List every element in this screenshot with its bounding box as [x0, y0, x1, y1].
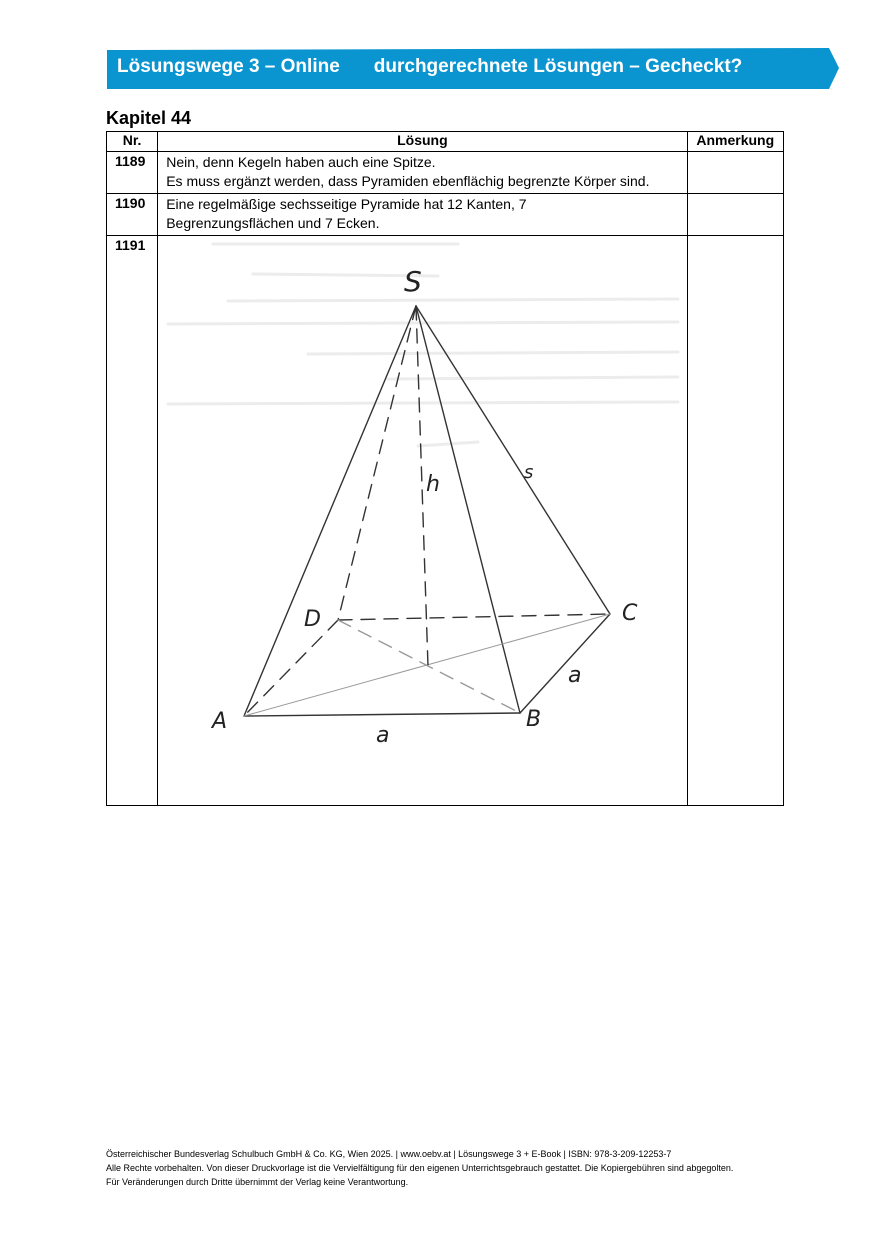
- note-cell: [687, 194, 783, 236]
- edge-da: [244, 620, 338, 716]
- footer-line: Österreichischer Bundesverlag Schulbuch GmbH & Co. KG, Wien 2025. | www.oebv.at | Lösungswege 3 + E-Book | ISBN: 978-3-209-12253-7: [106, 1149, 672, 1159]
- footer-line: Für Veränderungen durch Dritte übernimmt der Verlag keine Verantwortung.: [106, 1177, 409, 1187]
- chapter-title: Kapitel 44: [106, 108, 192, 128]
- table-header-row: [107, 132, 784, 152]
- banner-text: [117, 56, 742, 78]
- solution-line: Eine regelmäßige sechsseitige Pyramide hat 12 Kanten, 7: [166, 196, 527, 212]
- note-cell: [687, 236, 783, 806]
- label-side-front: a: [376, 723, 390, 748]
- header-subtitle: durchgerechnete Lösungen – Gecheckt?: [373, 56, 743, 77]
- table-row: [107, 194, 784, 236]
- diagonal-bd: [338, 620, 520, 713]
- label-b-point: B: [526, 707, 542, 732]
- bleed-through: [168, 244, 678, 446]
- edge-ab: [244, 713, 520, 716]
- header-anmerkung: Anmerkung: [687, 132, 783, 152]
- note-cell: [687, 152, 783, 194]
- row-number: 1191: [107, 236, 158, 806]
- label-apex: S: [404, 265, 422, 298]
- edge-dc: [338, 614, 610, 620]
- table-row: [107, 152, 784, 194]
- label-height: h: [426, 472, 441, 497]
- pyramid-sketch: [158, 236, 685, 803]
- edge-sb: [416, 306, 520, 713]
- footer-line: Alle Rechte vorbehalten. Von dieser Druckvorlage ist die Vervielfältigung für den eigenen Unterrichtsgebrauch gestattet. Die Kopiergebühren sind abgegolten.: [106, 1163, 734, 1173]
- row-number: 1190: [107, 194, 158, 236]
- sketch-cell: [158, 236, 687, 806]
- solutions-table: [106, 131, 784, 806]
- row-number: 1189: [107, 152, 158, 194]
- hidden-edges: [244, 306, 610, 716]
- solution-line: Begrenzungsflächen und 7 Ecken.: [166, 215, 380, 231]
- header-title: Lösungswege 3 – Online: [117, 56, 340, 77]
- solution-line: Es muss ergänzt werden, dass Pyramiden ebenflächig begrenzte Körper sind.: [166, 173, 650, 189]
- header-loesung: Lösung: [158, 132, 687, 152]
- edge-sa: [244, 306, 416, 716]
- solution-cell: [158, 152, 687, 194]
- edge-bc: [520, 614, 610, 713]
- table-row: [107, 236, 784, 806]
- header-banner: [107, 48, 839, 89]
- solution-cell: [158, 194, 687, 236]
- footer: [106, 1147, 733, 1189]
- header-nr: Nr.: [107, 132, 158, 152]
- label-c-point: C: [622, 601, 638, 626]
- solution-line: Nein, denn Kegeln haben auch eine Spitze.: [166, 154, 436, 170]
- label-d-point: D: [304, 607, 322, 632]
- label-a-point: A: [212, 709, 228, 734]
- label-edge-s: s: [524, 462, 534, 483]
- label-side-right: a: [568, 663, 582, 688]
